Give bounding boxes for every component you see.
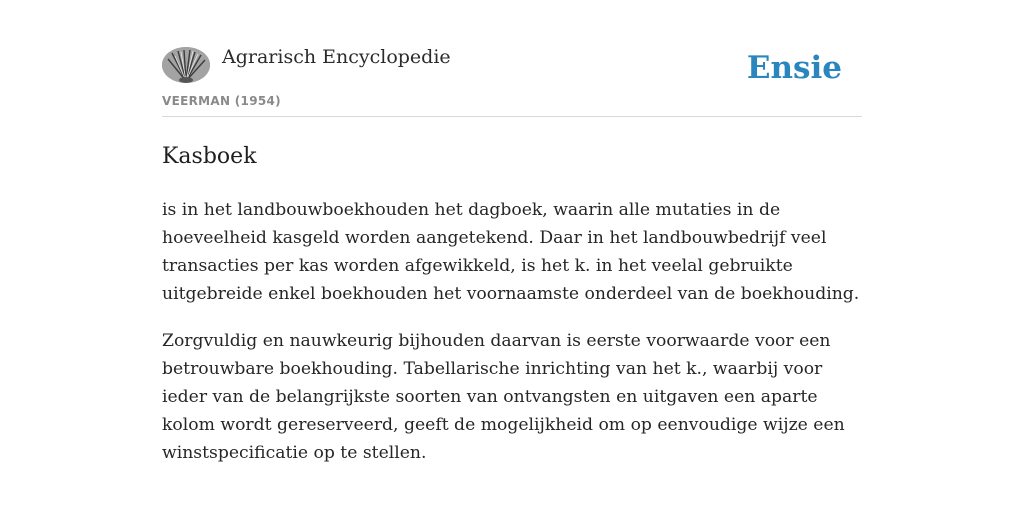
article-paragraph-2: Zorgvuldig en nauwkeurig bijhouden daarvan is eerste voorwaarde voor een betrouwbare boekhouding. Tabellarische inrichting van het k., waarbij voor ieder van de belangrijkste soorten van ontvangsten en uitgaven een aparte kolom wordt gereserveerd, geeft de mogelijkheid om op eenvoudige wijze een winstspecificatie op te stellen. [162, 331, 845, 463]
encyclopedia-logo-image[interactable] [162, 47, 210, 83]
article-title: Kasboek [162, 144, 257, 169]
article-paragraph-1: is in het landbouwboekhouden het dagboek, waarin alle mutaties in de hoeveelheid kasgeld worden aangetekend. Daar in het landbouwbedrijf veel transacties per kas worden afgewikkeld, is het k. in het veelal gebruikte uitgebreide enkel boekhouden het voornaamste onderdeel van de boekhouding. [162, 200, 860, 304]
page-header [162, 0, 862, 117]
encyclopedia-title-link[interactable]: Agrarisch Encyclopedie [222, 46, 451, 68]
author-label: VEERMAN (1954) [162, 94, 281, 108]
wheat-sheaf-icon [162, 47, 210, 83]
content-column [162, 0, 862, 467]
ensie-brand-logo[interactable]: Ensie [746, 50, 842, 86]
